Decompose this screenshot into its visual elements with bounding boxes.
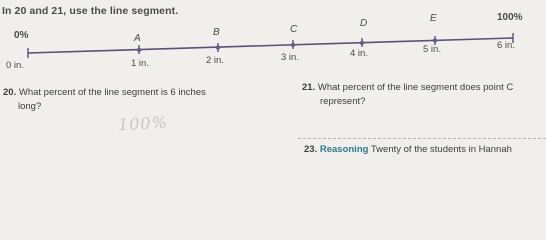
point-d-label: D (360, 18, 368, 29)
inch-0-label: 0 in. (6, 60, 24, 71)
question-21 (302, 82, 513, 94)
percent-0-label: 0% (14, 30, 29, 41)
section-divider (298, 138, 546, 139)
question-23-label: Reasoning (319, 144, 369, 155)
point-a-label: A (134, 33, 141, 44)
point-c-label: C (290, 24, 298, 35)
point-b-dot (216, 45, 220, 49)
question-20-text-line2: long? (18, 101, 42, 112)
question-21-text-line2: represent? (320, 96, 366, 107)
question-20-text: What percent of the line segment is 6 inches (18, 87, 206, 98)
point-b-label: B (213, 27, 220, 38)
question-23-text: Twenty of the students in Hannah (370, 144, 512, 155)
point-e-label: E (430, 13, 437, 24)
point-c-dot (291, 43, 295, 47)
inch-6-label: 6 in. (497, 40, 515, 51)
intro-text: In 20 and 21, use the line segment. (2, 5, 179, 17)
inch-3-label: 3 in. (281, 52, 299, 63)
inch-4-label: 4 in. (350, 48, 368, 59)
question-20 (3, 87, 206, 99)
point-e-dot (433, 38, 437, 42)
question-20-number: 20. (3, 87, 17, 98)
question-23-number: 23. (304, 144, 318, 155)
inch-5-label: 5 in. (423, 44, 441, 55)
point-a-dot (137, 48, 141, 52)
question-21-text: What percent of the line segment does point C (317, 82, 514, 93)
question-23 (304, 144, 512, 156)
inch-2-label: 2 in. (206, 55, 224, 66)
inch-1-label: 1 in. (131, 58, 149, 69)
percent-100-label: 100% (497, 12, 523, 23)
handwritten-answer: 100% (117, 112, 169, 135)
question-21-number: 21. (302, 82, 316, 93)
point-d-dot (360, 41, 364, 45)
